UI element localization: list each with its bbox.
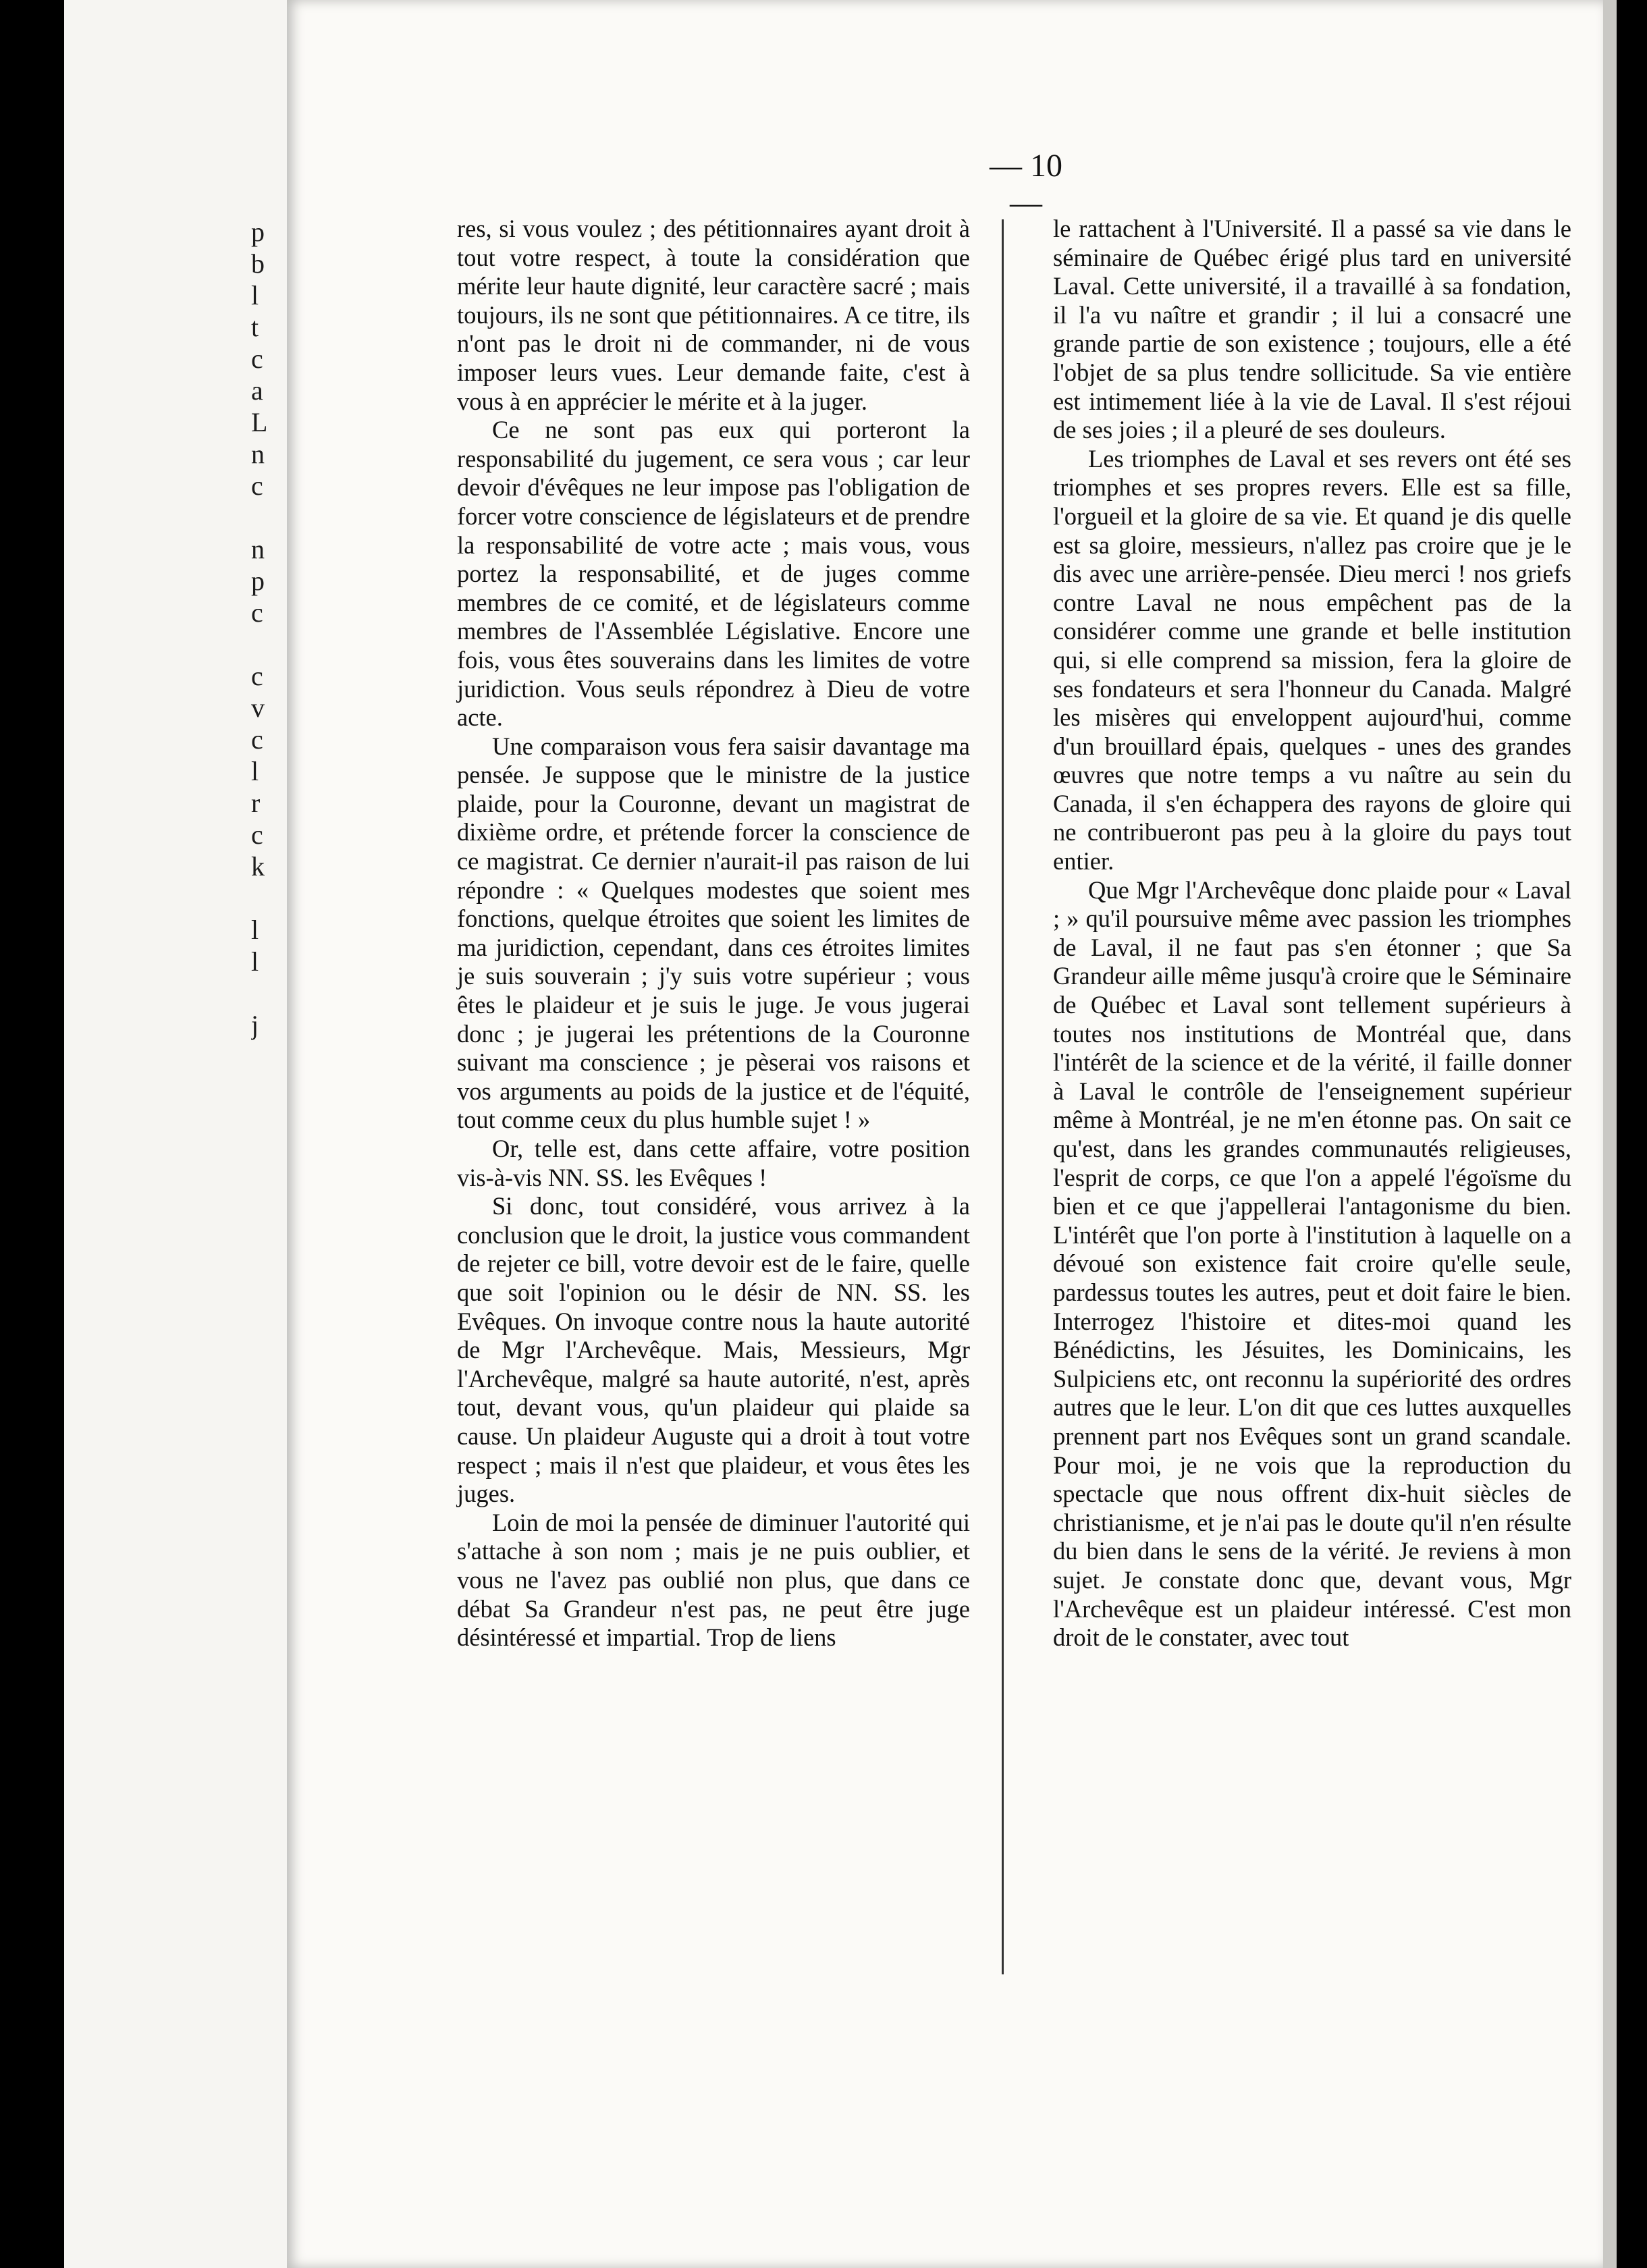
margin-fragment: n	[251, 439, 265, 469]
left-text-column	[457, 215, 970, 1652]
margin-fragment: L	[251, 407, 268, 437]
margin-fragment: l	[251, 756, 259, 786]
margin-fragment: b	[251, 248, 265, 279]
margin-fragment: k	[251, 851, 265, 882]
margin-fragment: l	[251, 946, 259, 977]
paragraph: Or, telle est, dans cette affaire, votre position vis-à-vis NN. SS. les Evêques !	[457, 1135, 970, 1191]
margin-fragment: c	[251, 724, 263, 755]
paragraph: Ce ne sont pas eux qui porteront la responsabilité du jugement, ce sera vous ; car leur devoir d'évêques ne leur impose pas l'obligation de forcer votre conscience de législateurs et de prendre la responsabilité de votre acte ; mais vous, vous portez la responsabilité, et de juges comme membres de ce comité, et de législateurs comme membres de l'Assemblée Législative. Encore une fois, vous êtes souverains dans les limites de votre juridiction. Vous seuls répondrez à Dieu de votre acte.	[457, 416, 970, 732]
margin-fragment: r	[251, 788, 261, 818]
margin-fragment	[251, 628, 281, 660]
column-divider	[1002, 219, 1004, 1974]
margin-fragment: a	[251, 375, 263, 406]
margin-fragment	[251, 502, 281, 533]
paragraph: Que Mgr l'Archevêque donc plaide pour « Laval ; » qu'il poursuive même avec passion les triomphes de Laval, il ne faut pas s'en étonner ; que Sa Grandeur aille même jusqu'à croire que le Séminaire de Québec et Laval sont tellement supérieurs à toutes nos institutions de Montréal que, dans l'intérêt de la science et de la vérité, il faille donner à Laval le contrôle de l'enseignement supérieur même à Montréal, je ne m'en étonne pas. On sait ce qu'est, dans les grandes communautés religieuses, l'esprit de corps, ce que l'on a appelé l'égoïsme du bien et ce que j'appellerai l'antagonisme du bien. L'intérêt que l'on porte à l'institution à laquelle on a dévoué son existence fait croire qu'elle seule, pardessus toutes les autres, peut et doit faire le bien. Interrogez l'histoire et dites-moi quand les Bénédictins, les Jésuites, les Dominicains, les Sulpiciens etc, ont reconnu la supériorité des ordres autres que le leur. L'on dit que ces luttes auxquelles prennent part nos Evêques sont un grand scandale. Pour moi, je ne vois que la reproduction du spectacle que nous offrent dix-huit siècles de christianisme, et je n'ai pas le doute qu'il n'en résulte du bien dans le sens de la vérité. Je reviens à mon sujet. Je constate donc que, devant vous, Mgr l'Archevêque est un plaideur intéressé. C'est mon droit de le constater, avec tout	[1053, 875, 1571, 1652]
previous-page-margin-fragments	[251, 216, 281, 1041]
margin-fragment	[251, 977, 281, 1009]
margin-fragment	[251, 882, 281, 914]
margin-fragment: v	[251, 693, 265, 723]
paragraph: le rattachent à l'Université. Il a passé sa vie dans le séminaire de Québec érigé plus tard en université Laval. Cette université, il a travaillé à sa fondation, il l'a vu naître et grandir ; il lui a consacré une grande partie de son existence ; toujours, elle a été l'objet de sa plus tendre sollicitude. Sa vie entière est intimement liée à la vie de Laval. Il s'est réjoui de ses joies ; il a pleuré de ses douleurs.	[1053, 215, 1571, 444]
margin-fragment: l	[251, 280, 259, 310]
margin-fragment: l	[251, 915, 259, 945]
margin-fragment: n	[251, 534, 265, 564]
margin-fragment: p	[251, 217, 265, 247]
paragraph: Les triomphes de Laval et ses revers ont été ses triomphes et ses propres revers. Elle est sa fille, l'orgueil et la gloire de sa vie. Et quand je dis quelle est sa gloire, messieurs, n'allez pas croire que je le dis avec une arrière-pensée. Dieu merci ! nos griefs contre Laval ne nous empêchent pas de la considérer comme une grande et belle institution qui, si elle comprend sa mission, fera la gloire de ses fondateurs et sera l'honneur du Canada. Malgré les misères qui enveloppent aujourd'hui, comme d'un brouillard épais, quelques - unes des grandes œuvres que notre temps a vu naître au sein du Canada, il s'en échappera des rayons de gloire qui ne contribueront pas peu à la gloire du pays tout entier.	[1053, 444, 1571, 875]
margin-fragment: c	[251, 344, 263, 374]
margin-fragment: t	[251, 312, 259, 342]
paragraph: res, si vous voulez ; des pétitionnaires ayant droit à tout votre respect, à toute la considération que mérite leur haute dignité, leur caractère sacré ; mais toujours, ils ne sont que pétitionnaires. A ce titre, ils n'ont pas le droit ni de commander, ni de vous imposer leurs vues. Leur demande faite, c'est à vous à en apprécier le mérite et à la juger.	[457, 215, 970, 415]
paragraph: Une comparaison vous fera saisir davantage ma pensée. Je suppose que le ministre de la justice plaide, pour la Couronne, devant un magistrat de dixième ordre, et prétende forcer la conscience de ce magistrat. Ce dernier n'aurait-il pas raison de lui répondre : « Quelques modestes que soient mes fonctions, quelque étroites que soient les limites de ma juridiction, cependant, dans ces étroites limites je suis souverain ; j'y suis votre supérieur ; vous êtes le plaideur et je suis le juge. Je vous jugerai donc ; je jugerai les prétentions de la Couronne suivant ma conscience ; je pèserai vos raisons et vos arguments au poids de la justice et de l'équité, tout comme ceux du plus humble sujet ! »	[457, 732, 970, 1134]
page-number: — 10 —	[990, 148, 1062, 221]
margin-fragment: p	[251, 566, 265, 596]
paragraph: Loin de moi la pensée de diminuer l'autorité qui s'attache à son nom ; mais je ne puis oublier, et vous ne l'avez pas oublié non plus, que dans ce débat Sa Grandeur n'est pas, ne peut être juge désintéressé et impartial. Trop de liens	[457, 1508, 970, 1652]
margin-fragment: j	[251, 1010, 259, 1040]
page-right-edge	[1603, 0, 1617, 2268]
margin-fragment: c	[251, 597, 263, 628]
margin-fragment: c	[251, 661, 263, 691]
paragraph: Si donc, tout considéré, vous arrivez à la conclusion que le droit, la justice vous commandent de rejeter ce bill, votre devoir est de le faire, quelle que soit l'opinion ou le désir de NN. SS. les Evêques. On invoque contre nous la haute autorité de Mgr l'Archevêque. Mais, Messieurs, Mgr l'Archevêque, malgré sa haute autorité, n'est, après tout, devant vous, qu'un plaideur qui plaide sa cause. Un plaideur Auguste qui a droit à tout votre respect ; mais il n'est que plaideur, et vous êtes les juges.	[457, 1192, 970, 1508]
margin-fragment: c	[251, 819, 263, 850]
right-text-column	[1053, 215, 1571, 1652]
margin-fragment: c	[251, 470, 263, 501]
